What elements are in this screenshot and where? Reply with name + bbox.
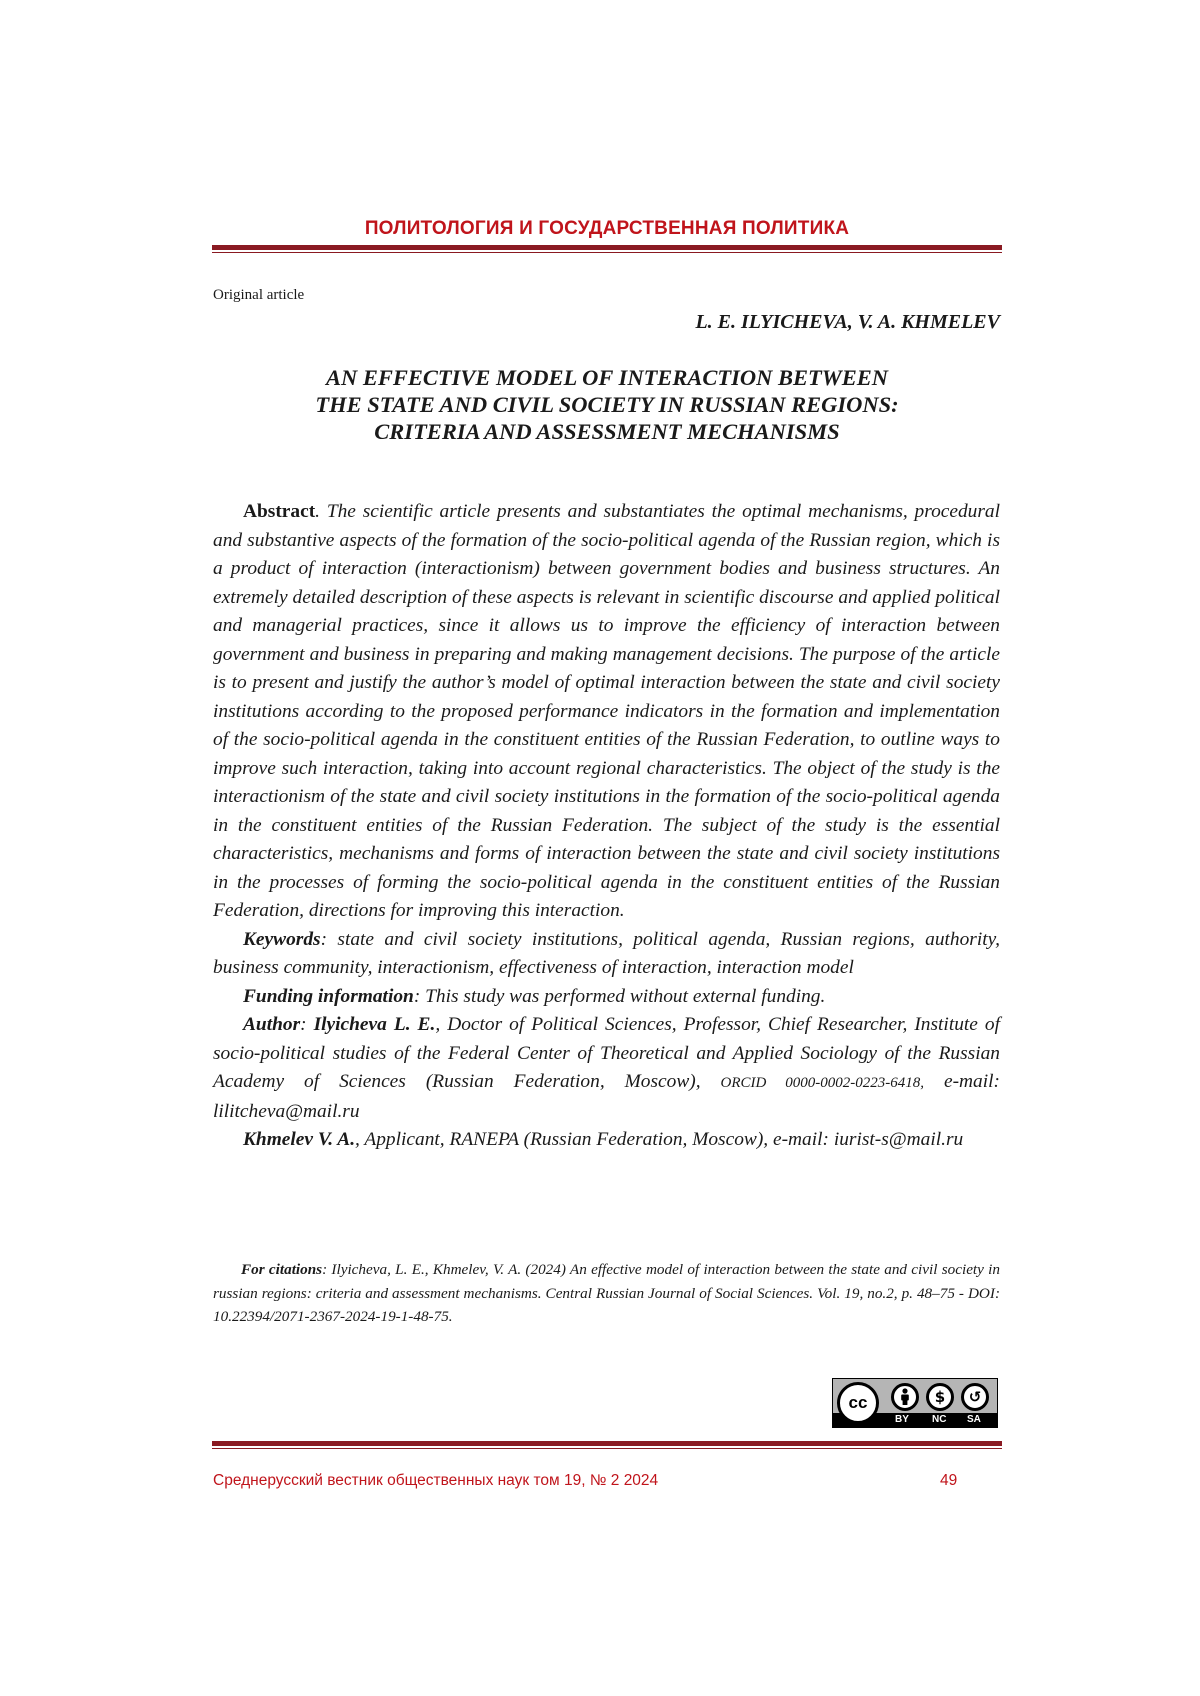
cc-license-badge[interactable] <box>832 1378 998 1428</box>
author-paragraph <box>213 1011 1000 1126</box>
cc-label-sa: SA <box>967 1414 981 1425</box>
share-alike-icon: ↺ <box>961 1383 989 1411</box>
author1-name: Ilyicheva L. E. <box>313 1014 436 1035</box>
article-title <box>214 364 1000 445</box>
citation-text: : Ilyicheva, L. E., Khmelev, V. A. (2024) An effective model of interaction between the state and civil society in russian regions: criteria and assessment mechanisms. Central Russian Journal of Social Sciences. Vol. 19, no.2, p. 48–75 - DOI: 10.22394/2071-2367-2024-19-1-48-75. <box>213 1261 1000 1325</box>
section-heading: ПОЛИТОЛОГИЯ И ГОСУДАРСТВЕННАЯ ПОЛИТИКА <box>364 218 850 239</box>
author2-name: Khmelev V. A. <box>243 1129 356 1150</box>
author-separator: : <box>300 1014 314 1035</box>
citation-label: For citations <box>241 1261 323 1278</box>
person-icon <box>891 1383 919 1411</box>
cc-icon: cc <box>837 1382 879 1424</box>
funding-label: Funding information <box>243 985 414 1007</box>
keywords-label: Keywords <box>243 928 321 950</box>
author1-details: , Doctor of Political Sciences, Professor, Chief Researcher, Institute of socio-political studies of the Federal Center of Theoretical and Applied Sociology of the Russian Academy of Sciences (Russian Federation, Moscow), <box>213 1014 1000 1092</box>
cc-label-by: BY <box>895 1414 909 1425</box>
abstract-text: . The scientific article presents and substantiates the optimal mechanisms, procedural and substantive aspects of the formation of the socio-political agenda of the Russian region, which is a product of interaction (interactionism) between government bodies and business structures. An extremely detailed description of these aspects is relevant in scientific discourse and applied political and managerial practices, since it allows us to improve the efficiency of interaction between government and business in preparing and making management decisions. The purpose of the article is to present and justify the author’s model of optimal interaction between the state and civil society institutions according to the proposed performance indicators in the formation and implementation of the socio-political agenda in the constituent entities of the Russian Federation, to outline ways to improve such interaction, taking into account regional characteristics. The object of the study is the interactionism of the state and civil society institutions in the formation of the socio-political agenda in the constituent entities of the Russian Federation. The subject of the study is the essential characteristics, mechanisms and forms of interaction between the state and civil society institutions in the processes of forming the socio-political agenda in the constituent entities of the Russian Federation, directions for improving this interaction. <box>213 501 1000 921</box>
author2-details: , Applicant, RANEPA (Russian Federation, Moscow), e-mail: iurist-s@mail.ru <box>355 1129 964 1150</box>
citation-paragraph <box>213 1258 1000 1329</box>
funding-text: : This study was performed without external funding. <box>413 985 826 1007</box>
title-line: CRITERIA AND ASSESSMENT MECHANISMS <box>374 419 840 444</box>
keywords-text: : state and civil society institutions, political agenda, Russian regions, authority, business community, interactionism, effectiveness of interaction, interaction model <box>213 928 1000 978</box>
title-line: THE STATE AND CIVIL SOCIETY IN RUSSIAN REGIONS: <box>315 392 899 417</box>
cc-label-nc: NC <box>932 1414 947 1425</box>
article-type: Original article <box>213 287 305 303</box>
abstract-paragraph <box>213 498 1000 926</box>
author2-paragraph <box>213 1126 1000 1155</box>
cc-labels <box>883 1414 995 1426</box>
article-authors: L. E. ILYICHEVA, V. A. KHMELEV <box>695 311 1000 333</box>
keywords-paragraph <box>213 926 1000 983</box>
author1-email[interactable]: e-mail: lilitcheva@mail.ru <box>213 1071 1000 1122</box>
page-number: 49 <box>940 1472 958 1489</box>
author-label: Author <box>243 1014 301 1035</box>
funding-paragraph <box>213 983 1000 1012</box>
footer-rule <box>212 1441 1002 1449</box>
author1-orcid: ORCID 0000-0002-0223-6418, <box>720 1075 924 1091</box>
no-dollar-icon: $ <box>926 1383 954 1411</box>
footer-journal-info: Среднерусский вестник общественных наук том 19, № 2 2024 <box>213 1472 659 1489</box>
citation-block <box>213 1258 1000 1329</box>
abstract-label: Abstract <box>243 501 316 522</box>
article-front-matter <box>213 498 1000 1155</box>
title-line: AN EFFECTIVE MODEL OF INTERACTION BETWEEN <box>325 365 888 390</box>
header-rule <box>212 245 1002 253</box>
